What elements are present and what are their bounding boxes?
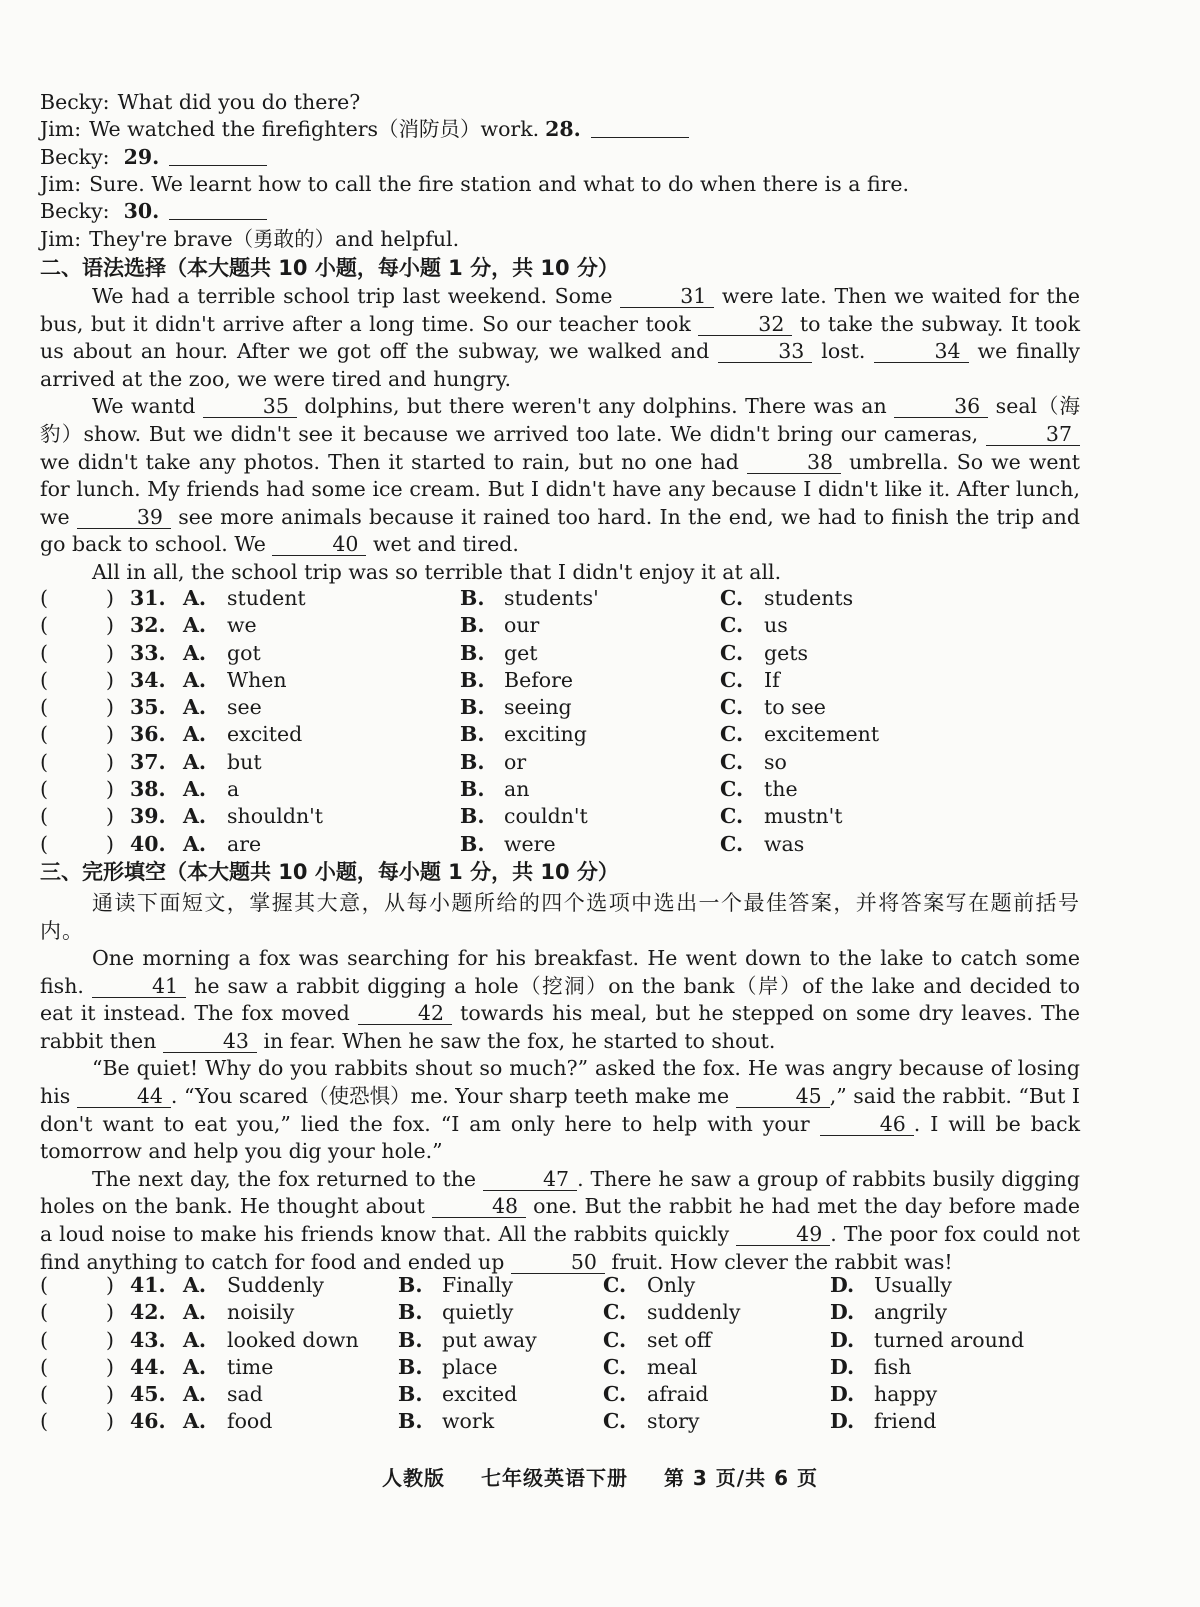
answer-paren-close[interactable]: ) (106, 586, 114, 610)
option-c-label[interactable]: C. (603, 1327, 627, 1352)
blank-42[interactable]: 42 (358, 1002, 452, 1025)
option-a-label[interactable]: A. (183, 804, 207, 829)
dialogue-text: They're brave（勇敢的）and helpful. (89, 226, 460, 251)
option-a-text[interactable]: shouldn't (227, 804, 324, 829)
option-a-text[interactable]: student (227, 586, 306, 610)
option-a-text[interactable]: but (227, 749, 262, 774)
question-number: 32. (130, 613, 166, 638)
text: ,” said the rabbit. “But I don't want to eat you,” lied the fox. “I am only here to help with your (40, 1083, 1081, 1136)
question-number: 42. (130, 1300, 166, 1325)
option-c-label[interactable]: C. (720, 667, 744, 692)
dialogue-line (40, 225, 1080, 253)
blank-47[interactable]: 47 (483, 1168, 577, 1191)
answer-paren-open[interactable]: ( (40, 831, 48, 856)
section2-paragraph-1 (40, 283, 1080, 393)
option-b-text[interactable]: get (504, 640, 538, 665)
option-b-text[interactable]: place (442, 1354, 498, 1379)
text: We wantd (92, 394, 203, 419)
footer-edition: 人教版 (382, 1466, 446, 1490)
section3-passage (40, 889, 1080, 1276)
section3-paragraph-3 (40, 1166, 1080, 1276)
option-b-text[interactable]: an (504, 777, 530, 802)
blank-31[interactable]: 31 (620, 285, 714, 308)
text: . There he saw a group of rabbits busily digging holes on the bank. He thought about (40, 1166, 1080, 1219)
text: We had a terrible school trip last weekend. Some (92, 284, 621, 308)
answer-paren-open[interactable]: ( (40, 695, 48, 720)
answer-paren-close[interactable]: ) (106, 640, 114, 665)
dialogue-line (40, 115, 1080, 143)
speaker-name: Jim: (40, 117, 82, 142)
option-a-text[interactable]: are (227, 831, 262, 856)
text: in fear. When he saw the fox, he started to shout. (256, 1028, 776, 1053)
option-a-text[interactable]: a (227, 777, 240, 802)
dialogue-text: What did you do there? (117, 90, 361, 114)
option-d-text[interactable]: Usually (874, 1273, 952, 1297)
option-d-text[interactable]: turned around (874, 1327, 1025, 1352)
speaker-name: Jim: (40, 226, 82, 251)
option-a-text[interactable]: excited (227, 722, 303, 747)
option-b-label[interactable]: B. (460, 749, 485, 774)
option-a-text[interactable]: time (227, 1354, 274, 1379)
section2-paragraph-3: All in all, the school trip was so terrible that I didn't enjoy it at all. (92, 559, 782, 584)
section3-heading: 三、完形填空（本大题共 10 小题，每小题 1 分，共 10 分） (40, 860, 619, 884)
option-b-label[interactable]: B. (398, 1382, 423, 1407)
option-c-label[interactable]: C. (720, 804, 744, 829)
option-row (40, 640, 1080, 667)
option-b-text[interactable]: work (442, 1409, 495, 1434)
answer-blank[interactable] (169, 199, 267, 220)
option-c-label[interactable]: C. (720, 777, 744, 802)
option-a-label[interactable]: A. (183, 777, 207, 802)
option-row (40, 803, 1080, 830)
question-number: 28. (545, 117, 581, 142)
option-c-label[interactable]: C. (603, 1382, 627, 1407)
option-d-label[interactable]: D. (830, 1354, 855, 1379)
option-c-label[interactable]: C. (720, 586, 744, 610)
option-a-text[interactable]: noisily (227, 1300, 295, 1325)
blank-41[interactable]: 41 (92, 975, 186, 998)
blank-44[interactable]: 44 (77, 1085, 171, 1108)
answer-paren-close[interactable]: ) (106, 1382, 114, 1407)
answer-paren-close[interactable]: ) (106, 749, 114, 774)
option-c-label[interactable]: C. (603, 1273, 627, 1297)
option-b-text[interactable]: or (504, 749, 527, 774)
option-b-label[interactable]: B. (398, 1327, 423, 1352)
blank-50[interactable]: 50 (511, 1251, 605, 1274)
option-b-label[interactable]: B. (460, 777, 485, 802)
option-b-text[interactable]: Before (504, 667, 574, 692)
section3-paragraph-2 (40, 1055, 1080, 1165)
answer-paren-close[interactable]: ) (106, 695, 114, 720)
option-b-text[interactable]: excited (442, 1382, 518, 1407)
answer-paren-open[interactable]: ( (40, 1354, 48, 1379)
text: . I will be back tomorrow and help you dig your hole.” (40, 1111, 1080, 1164)
blank-37[interactable]: 37 (986, 423, 1080, 446)
option-c-label[interactable]: C. (720, 695, 744, 720)
option-c-text[interactable]: students (764, 586, 854, 610)
option-c-label[interactable]: C. (720, 749, 744, 774)
option-row (40, 776, 1080, 803)
blank-48[interactable]: 48 (432, 1195, 526, 1218)
option-c-label[interactable]: C. (603, 1354, 627, 1379)
question-number: 39. (130, 804, 166, 829)
option-c-text[interactable]: suddenly (647, 1300, 741, 1325)
option-c-label[interactable]: C. (603, 1409, 627, 1434)
answer-blank[interactable] (591, 117, 689, 138)
answer-paren-close[interactable]: ) (106, 1300, 114, 1325)
answer-paren-close[interactable]: ) (106, 804, 114, 829)
question-number: 45. (130, 1382, 166, 1407)
option-b-label[interactable]: B. (398, 1273, 423, 1297)
option-b-text[interactable]: couldn't (504, 804, 588, 829)
speaker-name: Becky: (40, 199, 110, 224)
option-c-label[interactable]: C. (603, 1300, 627, 1325)
option-a-label[interactable]: A. (183, 613, 207, 638)
option-a-text[interactable]: see (227, 695, 262, 720)
option-c-text[interactable]: so (764, 749, 787, 774)
blank-46[interactable]: 46 (820, 1113, 914, 1136)
option-row (40, 1272, 1080, 1299)
option-c-text[interactable]: afraid (647, 1382, 709, 1407)
dialogue-text: We watched the firefighters（消防员）work. (89, 117, 540, 142)
text: wet and tired. (366, 532, 519, 557)
question-number: 44. (130, 1354, 166, 1379)
answer-paren-close[interactable]: ) (106, 777, 114, 802)
option-d-label[interactable]: D. (830, 1409, 855, 1434)
blank-34[interactable]: 34 (874, 340, 968, 363)
option-row (40, 612, 1080, 639)
option-a-label[interactable]: A. (183, 586, 207, 610)
option-c-text[interactable]: excitement (764, 722, 880, 747)
question-number: 30. (123, 199, 160, 224)
blank-45[interactable]: 45 (736, 1085, 830, 1108)
section2-heading: 二、语法选择（本大题共 10 小题，每小题 1 分，共 10 分） (40, 256, 619, 280)
option-c-text[interactable]: gets (764, 640, 809, 665)
option-b-label[interactable]: B. (460, 695, 485, 720)
option-b-label[interactable]: B. (460, 667, 485, 692)
blank-36[interactable]: 36 (894, 395, 988, 418)
option-a-text[interactable]: got (227, 640, 261, 665)
option-d-text[interactable]: friend (874, 1409, 937, 1434)
speaker-name: Becky: (40, 144, 110, 169)
footer-book: 七年级英语下册 (481, 1466, 628, 1490)
answer-paren-open[interactable]: ( (40, 640, 48, 665)
answer-paren-open[interactable]: ( (40, 777, 48, 802)
footer-page-number: 第 3 页/共 6 页 (663, 1466, 818, 1490)
text: were late. Then we waited for the bus, but it didn't arrive after a long time. So our teacher took (40, 284, 1080, 336)
text: The next day, the fox returned to the (92, 1166, 483, 1191)
answer-paren-open[interactable]: ( (40, 749, 48, 774)
question-number: 36. (130, 722, 166, 747)
option-c-text[interactable]: the (764, 777, 798, 802)
option-a-label[interactable]: A. (183, 695, 207, 720)
question-number: 34. (130, 667, 166, 692)
option-d-text[interactable]: angrily (874, 1300, 948, 1325)
answer-paren-open[interactable]: ( (40, 667, 48, 692)
option-row (40, 831, 1080, 858)
option-c-text[interactable]: Only (647, 1273, 696, 1297)
option-b-text[interactable]: our (504, 613, 540, 638)
option-a-text[interactable]: Suddenly (227, 1273, 324, 1297)
option-b-text[interactable]: exciting (504, 722, 587, 747)
question-number: 29. (123, 144, 160, 169)
blank-35[interactable]: 35 (203, 395, 297, 418)
answer-paren-close[interactable]: ) (106, 1327, 114, 1352)
option-a-label[interactable]: A. (183, 749, 207, 774)
text: lost. (812, 339, 875, 364)
option-row (40, 721, 1080, 748)
speaker-name: Becky: (40, 90, 110, 114)
option-c-text[interactable]: set off (647, 1327, 712, 1352)
speaker-name: Jim: (40, 171, 82, 196)
answer-paren-open[interactable]: ( (40, 613, 48, 638)
option-a-label[interactable]: A. (183, 1273, 207, 1297)
text: seal（海豹）show. But we didn't see it because we arrived too late. We didn't bring our cameras, (40, 394, 1080, 446)
question-number: 40. (130, 831, 166, 856)
text: one. But the rabbit he had met the day before made a loud noise to make his friends know that. All the rabbits quickly (40, 1194, 1080, 1246)
option-b-label[interactable]: B. (460, 831, 485, 856)
question-number: 35. (130, 695, 166, 720)
option-a-text[interactable]: we (227, 613, 257, 638)
section3-options (40, 1272, 1080, 1436)
option-d-label[interactable]: D. (830, 1327, 855, 1352)
option-b-label[interactable]: B. (460, 586, 485, 610)
option-c-text[interactable]: us (764, 613, 788, 638)
answer-paren-close[interactable]: ) (106, 613, 114, 638)
text: umbrella. So we went for lunch. My friends had some ice cream. But I didn't have any because I didn't like it. After lunch, we (40, 449, 1080, 529)
text: One morning a fox was searching for his breakfast. He went down to the lake to catch some fish. (40, 946, 1080, 998)
answer-paren-open[interactable]: ( (40, 1327, 48, 1352)
blank-32[interactable]: 32 (698, 313, 792, 336)
option-c-text[interactable]: story (647, 1409, 700, 1434)
answer-paren-open[interactable]: ( (40, 586, 48, 610)
answer-paren-close[interactable]: ) (106, 1409, 114, 1434)
option-a-label[interactable]: A. (183, 667, 207, 692)
option-a-label[interactable]: A. (183, 1300, 207, 1325)
question-number: 46. (130, 1409, 166, 1434)
text: towards his meal, but he stepped on some dry leaves. The rabbit then (40, 1001, 1080, 1053)
blank-39[interactable]: 39 (77, 506, 171, 529)
option-d-label[interactable]: D. (830, 1382, 855, 1407)
text: he saw a rabbit digging a hole（挖洞）on the bank（岸）of the lake and decided to eat it instead. The fox moved (40, 973, 1080, 1026)
option-c-text[interactable]: was (764, 831, 805, 856)
answer-paren-close[interactable]: ) (106, 667, 114, 692)
section2-paragraph-2 (40, 393, 1080, 559)
text: to take the subway. It took us about an hour. After we got off the subway, we walked and (40, 311, 1081, 364)
answer-blank[interactable] (169, 145, 267, 166)
option-c-text[interactable]: meal (647, 1354, 698, 1379)
option-a-label[interactable]: A. (183, 831, 207, 856)
dialogue-line (40, 143, 1080, 171)
question-number: 37. (130, 749, 166, 774)
option-a-text[interactable]: food (227, 1409, 273, 1434)
blank-40[interactable]: 40 (272, 533, 366, 556)
question-number: 38. (130, 777, 166, 802)
option-c-label[interactable]: C. (720, 640, 744, 665)
blank-38[interactable]: 38 (747, 451, 841, 474)
question-number: 33. (130, 640, 166, 665)
option-b-label[interactable]: B. (460, 722, 485, 747)
answer-paren-open[interactable]: ( (40, 804, 48, 829)
option-c-label[interactable]: C. (720, 722, 744, 747)
option-c-label[interactable]: C. (720, 613, 744, 638)
option-c-text[interactable]: mustn't (764, 804, 843, 829)
answer-paren-open[interactable]: ( (40, 1300, 48, 1325)
option-a-text[interactable]: looked down (227, 1327, 359, 1352)
option-b-text[interactable]: Finally (442, 1273, 513, 1297)
dialogue-line (40, 170, 1080, 198)
option-b-text[interactable]: put away (442, 1327, 537, 1352)
option-row (40, 1354, 1080, 1381)
option-row (40, 749, 1080, 776)
question-number: 31. (130, 586, 166, 610)
option-c-label[interactable]: C. (720, 831, 744, 856)
option-b-label[interactable]: B. (398, 1409, 423, 1434)
section2-options (40, 585, 1080, 858)
answer-paren-open[interactable]: ( (40, 1409, 48, 1434)
option-d-text[interactable]: fish (874, 1354, 912, 1379)
option-b-label[interactable]: B. (398, 1300, 423, 1325)
section3-instructions: 通读下面短文，掌握其大意，从每小题所给的四个选项中选出一个最佳答案，并将答案写在题前括号内。 (40, 891, 1080, 943)
option-row (40, 1381, 1080, 1408)
answer-paren-close[interactable]: ) (106, 1354, 114, 1379)
option-b-label[interactable]: B. (398, 1354, 423, 1379)
option-a-label[interactable]: A. (183, 1409, 207, 1434)
option-a-label[interactable]: A. (183, 1354, 207, 1379)
section3-paragraph-1 (40, 945, 1080, 1055)
answer-paren-close[interactable]: ) (106, 1273, 114, 1297)
blank-33[interactable]: 33 (718, 340, 812, 363)
option-row (40, 667, 1080, 694)
option-row (40, 585, 1080, 612)
text: we finally arrived at the zoo, we were tired and hungry. (40, 339, 1080, 391)
answer-paren-open[interactable]: ( (40, 1382, 48, 1407)
option-row (40, 1299, 1080, 1326)
option-b-text[interactable]: quietly (442, 1300, 514, 1325)
option-b-text[interactable]: were (504, 831, 556, 856)
text: “Be quiet! Why do you rabbits shout so much?” asked the fox. He was angry because of losing his (40, 1056, 1080, 1108)
text: . The poor fox could not find anything to catch for food and ended up (40, 1221, 1080, 1274)
option-d-label[interactable]: D. (830, 1273, 855, 1297)
option-a-text[interactable]: When (227, 667, 287, 692)
text: fruit. How clever the rabbit was! (604, 1249, 953, 1274)
option-b-text[interactable]: students' (504, 586, 599, 610)
option-c-text[interactable]: If (764, 667, 780, 692)
option-row (40, 1327, 1080, 1354)
option-c-text[interactable]: to see (764, 695, 826, 720)
option-b-label[interactable]: B. (460, 640, 485, 665)
option-row (40, 1408, 1080, 1435)
text: we didn't take any photos. Then it started to rain, but no one had (40, 449, 747, 474)
dialogue-text: Sure. We learnt how to call the fire station and what to do when there is a fire. (89, 171, 910, 196)
text: . “You scared（使恐惧）me. Your sharp teeth make me (170, 1083, 736, 1108)
option-a-label[interactable]: A. (183, 1327, 207, 1352)
option-row (40, 694, 1080, 721)
question-number: 41. (130, 1273, 166, 1297)
option-a-label[interactable]: A. (183, 640, 207, 665)
option-a-label[interactable]: A. (183, 722, 207, 747)
option-a-text[interactable]: sad (227, 1382, 263, 1407)
answer-paren-close[interactable]: ) (106, 831, 114, 856)
text: dolphins, but there weren't any dolphins. There was an (296, 394, 895, 419)
blank-49[interactable]: 49 (736, 1223, 830, 1246)
section2-passage (40, 283, 1080, 587)
question-number: 43. (130, 1327, 166, 1352)
option-b-text[interactable]: seeing (504, 695, 572, 720)
option-a-label[interactable]: A. (183, 1382, 207, 1407)
text: see more animals because it rained too hard. In the end, we had to finish the trip and go back to school. We (40, 504, 1080, 557)
blank-43[interactable]: 43 (163, 1030, 257, 1053)
dialogue-line (40, 88, 1080, 116)
option-b-label[interactable]: B. (460, 613, 485, 638)
option-d-label[interactable]: D. (830, 1300, 855, 1325)
answer-paren-open[interactable]: ( (40, 1273, 48, 1297)
answer-paren-open[interactable]: ( (40, 722, 48, 747)
answer-paren-close[interactable]: ) (106, 722, 114, 747)
dialogue-line (40, 197, 1080, 225)
page-footer (0, 1462, 1200, 1491)
option-d-text[interactable]: happy (874, 1382, 938, 1407)
option-b-label[interactable]: B. (460, 804, 485, 829)
